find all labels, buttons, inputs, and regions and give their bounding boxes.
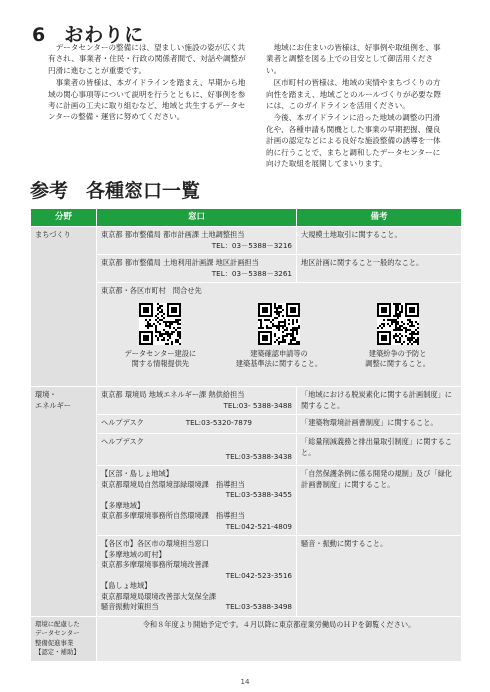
window-tel: TEL：03－5388－3261	[211, 268, 292, 278]
header-category: 分野	[31, 209, 97, 227]
reference-title: 各種窓口一覧	[86, 180, 201, 202]
window-tel: TEL:042-521-4809	[225, 521, 292, 531]
remarks-cell: 「自然保護条例に係る開発の規制」及び「緑化計画書制度」に関すること。	[297, 466, 462, 536]
window-cell	[97, 434, 297, 466]
window-cell	[97, 255, 297, 283]
contact-table	[30, 208, 462, 662]
window-tel: TEL:03-5388-3438	[225, 451, 292, 461]
category-line: 環境・	[35, 390, 57, 399]
page-number: 14	[240, 678, 250, 686]
remarks-cell: 「地域における脱炭素化に関する計画制度」に関すること。	[297, 387, 462, 415]
window-name: 東京都 都市整備局 土地利用計画課 地区計画担当	[101, 258, 259, 267]
qr-item[interactable]	[110, 303, 210, 370]
window-name: 東京都 環境局 地域エネルギー課 熱供給担当	[101, 390, 245, 399]
category-line: 整備促進事業	[35, 638, 74, 647]
remarks-cell: 騒音・振動に関すること。	[297, 536, 462, 617]
header-window: 窓口	[97, 209, 297, 227]
window-line	[101, 602, 292, 613]
section-number: 6	[32, 24, 47, 46]
qr-cell	[97, 283, 462, 387]
window-line: 東京都多摩環境事務所環境改善課	[101, 560, 209, 569]
remarks-cell: 「建築物環境計画書制度」に関すること。	[297, 415, 462, 434]
window-line: 東京都環境局自然環境部緑環境課 指導担当	[101, 479, 245, 489]
remarks-cell: 「総量削減義務と排出量取引制度」に関すること。	[297, 434, 462, 466]
window-name: 東京都 都市整備局 都市計画課 土地調整担当	[101, 230, 245, 239]
category-line: 環境に配慮した	[35, 619, 80, 628]
category-machizukuri: まちづくり	[31, 227, 97, 387]
qr-caption: データセンター建設に	[124, 348, 197, 358]
qr-caption: 関する情報提供先	[131, 359, 190, 368]
window-line: 【各区市】各区市の環境担当窓口	[101, 539, 209, 548]
category-line: エネルギー	[35, 400, 71, 410]
window-tel: TEL:03-5388-3455	[225, 490, 292, 499]
window-cell	[97, 415, 297, 434]
qr-caption: 建築紛争の予防と	[368, 348, 427, 358]
window-line: 【多摩地域の町村】	[101, 549, 166, 559]
table-row	[31, 227, 462, 255]
qr-code-row	[101, 297, 457, 372]
intro-paragraph: 事業者の皆様は、本ガイドラインを踏まえ、早期から地域の関心事項等について説明を行うとともに、好事例を参考に計画の工夫に取り組むなど、地域と共生するデータセンターの整備・運営に努めてください。	[48, 78, 246, 122]
qr-caption: 建築基準法に関すること。	[235, 359, 323, 368]
city-window-label: 東京都・各区市町村 問合せ先	[101, 286, 202, 295]
category-environment	[31, 387, 97, 617]
category-line: 【認定・補助】	[35, 648, 80, 657]
window-tel: TEL:03-5320-7879	[185, 418, 252, 427]
category-support	[31, 616, 97, 661]
window-line: 【多摩地域】	[101, 500, 145, 510]
section-title: おわりに	[64, 24, 145, 46]
window-cell	[97, 466, 297, 536]
window-tel: TEL:042-523-3516	[225, 570, 292, 580]
table-row	[31, 387, 462, 415]
table-row	[31, 616, 462, 661]
reference-heading	[30, 176, 200, 203]
window-name: ヘルプデスク	[101, 418, 144, 427]
intro-paragraph: 今後、本ガイドラインに沿った地域の調整の円滑化や、各種申請も関機とした事業の早期把握、優良計画の認定などによる良好な施設整備の誘導を一体的に行うことで、まちと調和したデータセンターに向けた取組を展開してまいります。	[266, 113, 441, 169]
intro-paragraph: データセンターの整備には、望ましい施設の姿が広く共有され、事業者・住民・行政の関係者間で、対話や調整が円滑に進むことが重要です。	[48, 43, 246, 75]
window-line: 東京都多摩環境事務所自然環境課 指導担当	[101, 511, 245, 520]
reference-label: 参考	[30, 180, 69, 202]
intro-left-column	[48, 42, 246, 124]
window-name: ヘルプデスク	[101, 437, 144, 446]
window-line: 【島しょ地域】	[101, 581, 152, 590]
window-cell	[97, 536, 297, 617]
support-info-cell: 令和８年度より開始予定です。４月以降に東京都産業労働局のＨＰを御覧ください。	[97, 616, 462, 661]
intro-paragraph: 地域にお住まいの皆様は、好事例や取組例を、事業者と調整を図る上での目安として御活用ください。	[266, 43, 441, 75]
table-header-row	[31, 209, 462, 227]
qr-code-icon[interactable]	[377, 303, 419, 345]
window-cell	[97, 387, 297, 415]
window-line: 【区部・島しょ地域】	[101, 469, 173, 478]
window-line: 東京都環境局環境改善部大気保全課	[101, 591, 217, 601]
qr-item[interactable]	[229, 303, 329, 370]
qr-item[interactable]	[348, 303, 448, 370]
qr-caption: 建築確認申請等の	[250, 348, 308, 358]
remarks-cell: 地区計画に関すること一般的なこと。	[297, 255, 462, 283]
remarks-cell: 大規模土地取引に関すること。	[297, 227, 462, 255]
qr-code-icon[interactable]	[258, 303, 300, 345]
window-sub: 騒音振動対策担当	[101, 602, 159, 611]
intro-paragraph: 区市町村の皆様は、地域の実情やまちづくりの方向性を踏まえ、地域ごとのルールづくりが必要な際には、このガイドラインを活用ください。	[266, 78, 441, 111]
window-tel: TEL：03－5388－3216	[211, 240, 292, 250]
window-tel: TEL:03-5388-3498	[225, 602, 292, 611]
intro-right-column	[266, 42, 444, 170]
window-cell	[97, 227, 297, 255]
header-remarks: 備考	[297, 209, 462, 227]
window-tel: TEL:03- 5388-3488	[223, 400, 292, 410]
category-line: データセンター	[35, 629, 80, 638]
qr-code-icon[interactable]	[139, 303, 181, 345]
qr-caption: 調整に関すること。	[365, 359, 430, 368]
